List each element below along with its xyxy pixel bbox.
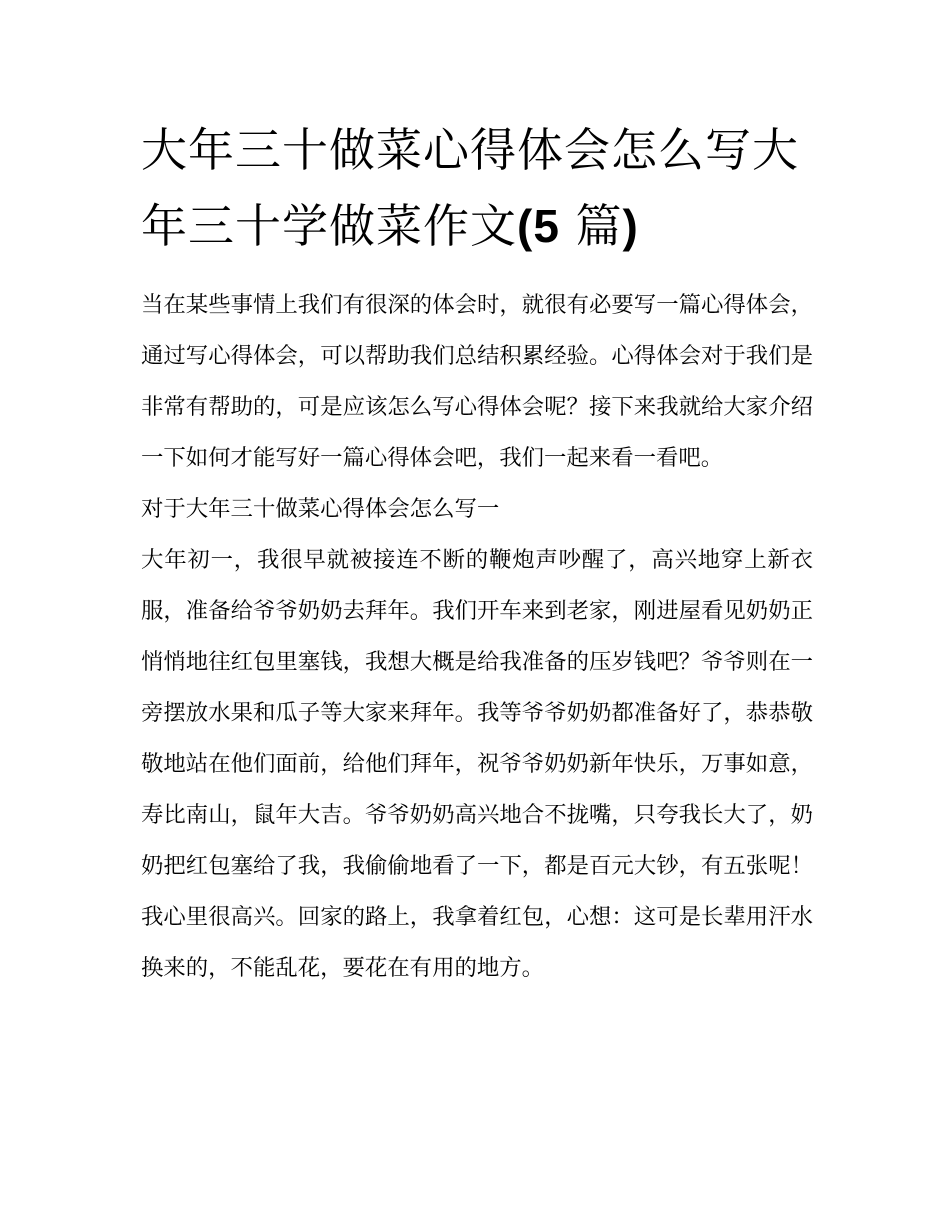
document-page [141, 112, 813, 994]
title-count: 5 [533, 200, 560, 252]
title-paren-close: ) [622, 200, 639, 252]
title-suffix: 篇 [575, 199, 623, 253]
section-heading: 对于大年三十做菜心得体会怎么写一 [141, 496, 500, 522]
section-body-paragraph: 大年初一，我很早就被接连不断的鞭炮声吵醒了，高兴地穿上新衣服，准备给爷爷奶奶去拜年。我们开车来到老家，刚进屋看见奶奶正悄悄地往红包里塞钱，我想大概是给我准备的压岁钱吧？爷爷则在一旁摆放水果和瓜子等大家来拜年。我等爷爷奶奶都准备好了，恭恭敬敬地站在他们面前，给他们拜年，祝爷爷奶奶新年快乐，万事如意，寿比南山，鼠年大吉。爷爷奶奶高兴地合不拢嘴，只夸我长大了，奶奶把红包塞给了我，我偷偷地看了一下，都是百元大钞，有五张呢！我心里很高兴。回家的路上，我拿着红包，心想：这可是长辈用汗水换来的，不能乱花，要花在有用的地方。 [141, 547, 813, 981]
title-paren-open: ( [517, 200, 534, 252]
document-title [141, 112, 813, 264]
title-text: 大年三十做菜心得体会怎么写大年三十学做菜作文 [141, 123, 799, 253]
intro-paragraph: 当在某些事情上我们有很深的体会时，就很有必要写一篇心得体会，通过写心得体会，可以帮助我们总结积累经验。心得体会对于我们是非常有帮助的，可是应该怎么写心得体会呢？接下来我就给大家介绍一下如何才能写好一篇心得体会吧，我们一起来看一看吧。 [141, 292, 813, 471]
